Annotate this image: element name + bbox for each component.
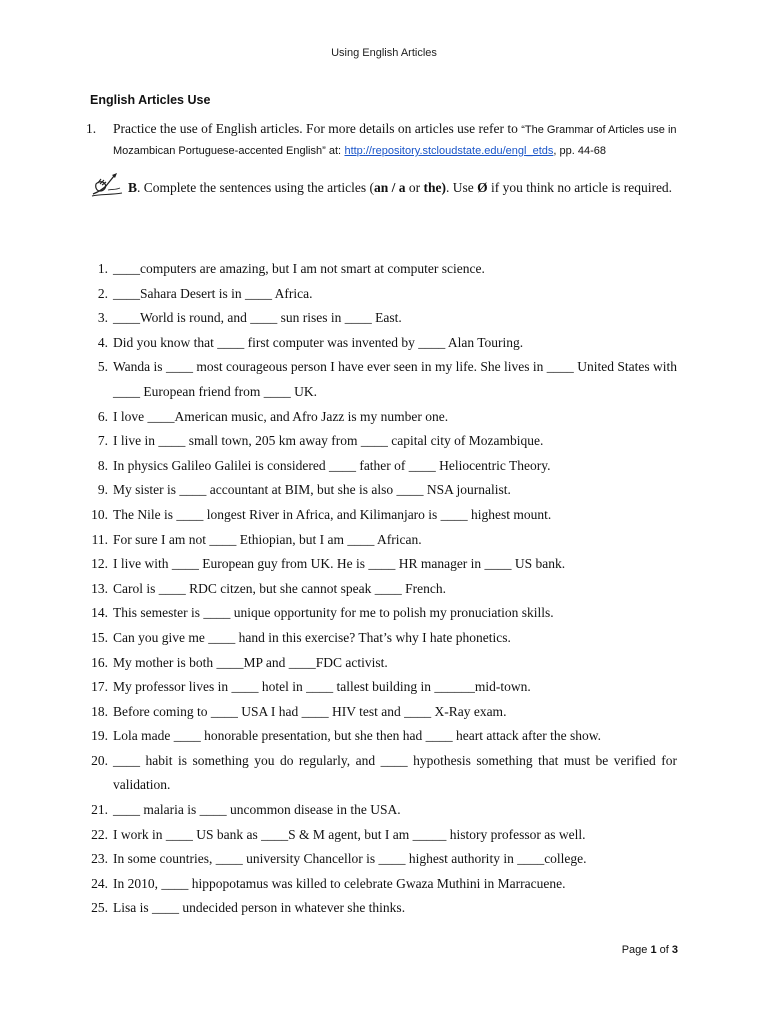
question-text: Lola made ____ honorable presentation, but she then had ____ heart attack after the show.: [113, 728, 601, 744]
question-number: 22.: [91, 826, 108, 842]
page-word: Page: [621, 944, 651, 956]
question-text: Wanda is ____ most courageous person I have ever seen in my life. She lives in ____ United States with ____ European friend from ____ UK.: [113, 359, 677, 399]
intro-paragraph: [86, 119, 686, 161]
question-number: 6.: [97, 408, 108, 424]
question-text: I live with ____ European guy from UK. He is ____ HR manager in ____ US bank.: [113, 556, 566, 572]
question-item: [86, 577, 677, 602]
question-text: Carol is ____ RDC citzen, but she cannot speak ____ French.: [113, 580, 446, 596]
question-text: My mother is both ____MP and ____FDC activist.: [113, 654, 388, 670]
instruction-text-3: . Use: [445, 180, 478, 195]
question-number: 5.: [97, 359, 108, 375]
question-number: 24.: [91, 875, 108, 891]
question-item: [86, 454, 677, 479]
question-number: 2.: [97, 285, 108, 301]
question-text: ____ malaria is ____ uncommon disease in the USA.: [113, 802, 401, 818]
question-text: ____Sahara Desert is in ____ Africa.: [113, 285, 313, 301]
question-text: ____World is round, and ____ sun rises in ____ East.: [113, 310, 402, 326]
question-item: [86, 626, 677, 651]
question-item: [86, 847, 677, 872]
question-item: [86, 552, 677, 577]
question-item: [86, 478, 677, 503]
question-text: I live in ____ small town, 205 km away from ____ capital city of Mozambique.: [113, 433, 544, 449]
question-item: [86, 429, 677, 454]
question-number: 15.: [91, 629, 108, 645]
question-number: 3.: [97, 310, 108, 326]
question-number: 19.: [91, 728, 108, 744]
question-item: [86, 675, 677, 700]
page-number: [622, 944, 678, 956]
instruction-label: B: [128, 180, 138, 195]
instruction-text-4: if you think no article is required.: [487, 180, 673, 195]
question-number: 13.: [91, 580, 108, 596]
question-number: 1.: [97, 261, 108, 276]
question-number: 20.: [91, 752, 108, 768]
question-item: [86, 872, 677, 897]
page-header: Using English Articles: [331, 47, 437, 59]
total-pages: 3: [671, 944, 678, 956]
question-item: [86, 896, 677, 921]
question-text: This semester is ____ unique opportunity for me to polish my pronuciation skills.: [113, 605, 554, 621]
writing-hand-icon: [90, 172, 124, 198]
question-text: Lisa is ____ undecided person in whatever she thinks.: [113, 900, 406, 916]
reference-pages: , pp. 44-68: [553, 145, 606, 157]
question-item: [86, 405, 677, 430]
question-number: 23.: [91, 851, 108, 867]
question-text: My sister is ____ accountant at BIM, but she is also ____ NSA journalist.: [113, 482, 511, 498]
question-number: 18.: [91, 703, 108, 719]
question-number: 9.: [97, 482, 108, 498]
question-item: [86, 503, 677, 528]
section-title: English Articles Use: [90, 93, 211, 107]
articles-a-an: an / a: [373, 180, 406, 195]
question-item: [86, 651, 677, 676]
question-text: In 2010, ____ hippopotamus was killed to celebrate Gwaza Muthini in Marracuene.: [113, 875, 566, 891]
instruction-text-2: or: [405, 180, 424, 195]
question-item: [86, 355, 677, 404]
question-text: ____ habit is something you do regularly, and ____ hypothesis something that must be verified for validation.: [113, 752, 677, 793]
article-the: the): [423, 180, 446, 195]
question-item: [86, 749, 677, 798]
question-text: The Nile is ____ longest River in Africa, and Kilimanjaro is ____ highest mount.: [113, 506, 552, 522]
question-item: [86, 306, 677, 331]
intro-text: Practice the use of English articles. For more details on articles use refer to: [113, 121, 518, 136]
question-item: [86, 257, 677, 282]
question-text: In physics Galileo Galilei is considered ____ father of ____ Heliocentric Theory.: [113, 457, 551, 473]
intro-number: 1.: [86, 121, 97, 136]
question-number: 21.: [91, 802, 108, 818]
question-number: 11.: [91, 531, 108, 547]
question-item: [86, 823, 677, 848]
question-number: 17.: [91, 679, 108, 695]
repository-link[interactable]: http://repository.stcloudstate.edu/engl_etds: [344, 145, 554, 157]
question-text: My professor lives in ____ hotel in ____ tallest building in ______mid-town.: [113, 679, 531, 695]
question-number: 8.: [97, 457, 108, 473]
zero-article-symbol: Ø: [477, 180, 488, 195]
question-text: ____computers are amazing, but I am not smart at computer science.: [113, 261, 485, 276]
question-number: 10.: [91, 506, 108, 522]
question-number: 25.: [91, 900, 108, 916]
question-item: [86, 601, 677, 626]
question-number: 4.: [97, 334, 108, 350]
question-item: [86, 282, 677, 307]
question-text: Did you know that ____ first computer was invented by ____ Alan Touring.: [113, 334, 524, 350]
question-item: [86, 528, 677, 553]
of-word: of: [656, 944, 672, 956]
current-page: 1: [650, 944, 657, 956]
question-number: 16.: [91, 654, 108, 670]
question-number: 14.: [91, 605, 108, 621]
question-text: Can you give me ____ hand in this exercise? That’s why I hate phonetics.: [113, 629, 511, 645]
question-text: I work in ____ US bank as ____S & M agent, but I am _____ history professor as well.: [113, 826, 586, 842]
question-list: [86, 257, 677, 921]
reference-title: “The Grammar of Articles use in Mozambican Portuguese-accented English” at:: [113, 124, 677, 157]
instruction-text-1: . Complete the sentences using the articles (: [137, 180, 374, 195]
question-text: In some countries, ____ university Chancellor is ____ highest authority in ____college.: [113, 851, 587, 867]
question-text: Before coming to ____ USA I had ____ HIV test and ____ X-Ray exam.: [113, 703, 507, 719]
question-number: 7.: [97, 433, 108, 449]
instruction-paragraph: [90, 172, 677, 200]
question-item: [86, 700, 677, 725]
question-item: [86, 724, 677, 749]
question-text: I love ____American music, and Afro Jazz is my number one.: [113, 408, 449, 424]
question-item: [86, 331, 677, 356]
question-text: For sure I am not ____ Ethiopian, but I am ____ African.: [113, 531, 422, 547]
question-item: [86, 798, 677, 823]
question-number: 12.: [91, 556, 108, 572]
intro-body: [113, 119, 686, 161]
